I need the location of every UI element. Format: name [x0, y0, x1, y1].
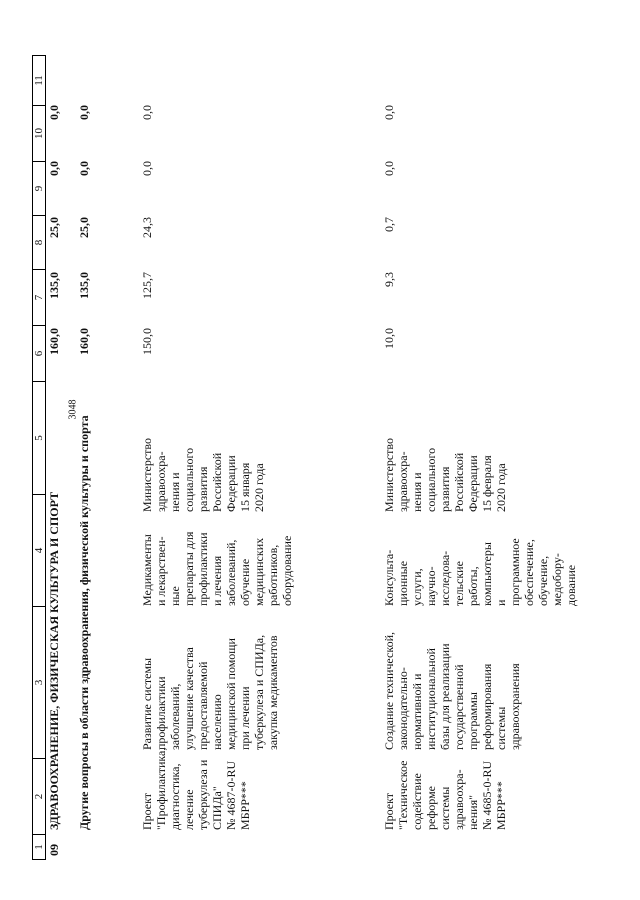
- section-value: 160,0: [47, 328, 61, 355]
- row-value: 0,0: [382, 105, 396, 120]
- row-value: 0,0: [140, 161, 154, 176]
- header-cell: 8: [32, 215, 46, 269]
- section-code: 09: [47, 844, 61, 856]
- section-value: 25,0: [47, 217, 61, 238]
- subsection-value: 0,0: [77, 105, 91, 120]
- section-title: ЗДРАВООХРАНЕНИЕ, ФИЗИЧЕСКАЯ КУЛЬТУРА И СПОРТ: [47, 491, 61, 830]
- row-value: 125,7: [140, 272, 154, 299]
- header-cell: 1: [32, 834, 46, 860]
- header-cell: 11: [32, 55, 46, 105]
- project-executor: Министерство здравоохра- нения и социального развития Российской Федерации 15 февраля 2020 года: [382, 438, 508, 512]
- row-value: 0,0: [382, 161, 396, 176]
- section-value: 135,0: [47, 272, 61, 299]
- header-cell: 7: [32, 269, 46, 325]
- row-value: 24,3: [140, 217, 154, 238]
- project-goal: Развитие системы профилактики заболеваний, улучшение качества предоставляемой населению медицинской помощи при лечении туберкулеза и СПИДа, закупка медикаментов: [140, 634, 280, 750]
- row-value: 9,3: [382, 272, 396, 287]
- header-cell: 3: [32, 606, 46, 758]
- row-value: 0,0: [140, 105, 154, 120]
- subsection-value: 135,0: [77, 272, 91, 299]
- subsection-value: 160,0: [77, 328, 91, 355]
- project-items: Консульта- ционные услуги, научно- исследова- тельские работы, компьютеры и программное обеспечение, обучение, медобору- дование: [382, 538, 578, 606]
- header-cell: 9: [32, 161, 46, 215]
- row-value: 10,0: [382, 328, 396, 349]
- project-goal: Создание технической, законодательно- нормативной и институциональной базы для реализации государственной программы реформирования системы здравоохранения: [382, 631, 522, 750]
- header-cell: 10: [32, 105, 46, 161]
- row-value: 0,7: [382, 217, 396, 232]
- section-value: 0,0: [47, 161, 61, 176]
- header-cell: 5: [32, 381, 46, 494]
- section-value: 0,0: [47, 105, 61, 120]
- project-name: Проект "Техническое содействие реформе системы здравоохра- нения" № 4685-0-RU МБРР***: [382, 760, 508, 830]
- project-executor: Министерство здравоохра- нения и социального развития Российской Федерации 15 января 2020 года: [140, 438, 266, 512]
- rotated-document-table: [32, 2, 632, 860]
- subsection-value: 0,0: [77, 161, 91, 176]
- header-cell: 2: [32, 758, 46, 834]
- project-name: Проект "Профилактика, диагностика, лечение туберкулеза и СПИДа" № 4687-0-RU МБРР***: [140, 747, 252, 830]
- subsection-title: Другие вопросы в области здравоохранения, физической культуры и спорта: [77, 415, 91, 830]
- header-cell: 4: [32, 494, 46, 606]
- project-items: Медикаменты и лекарствен- ные препараты для профилактики и лечения заболеваний, обучение медицинских работников, оборудование: [140, 531, 294, 606]
- subsection-value: 25,0: [77, 217, 91, 238]
- row-value: 150,0: [140, 328, 154, 355]
- header-cell: 6: [32, 325, 46, 381]
- page-number: 3048: [67, 399, 79, 420]
